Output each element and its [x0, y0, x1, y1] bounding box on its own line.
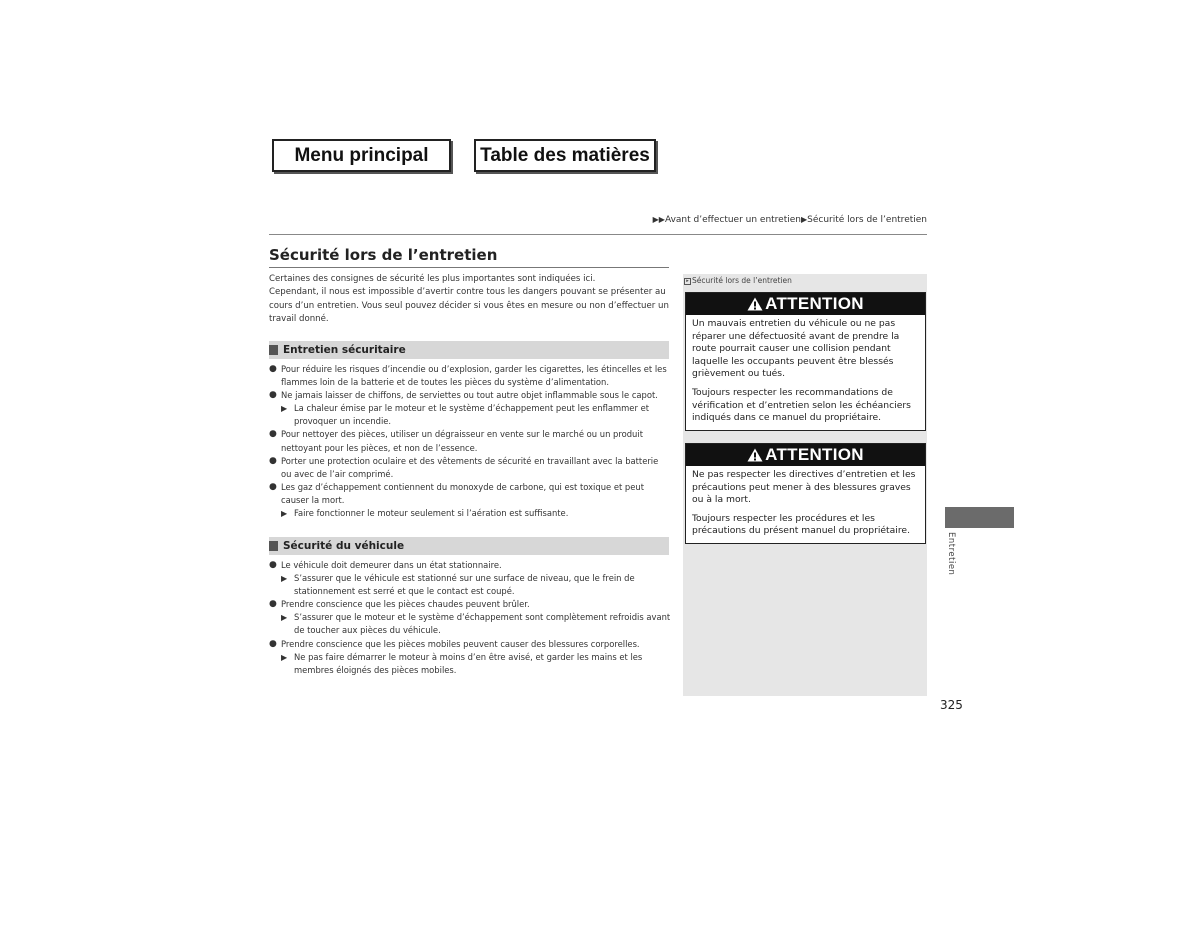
warning-box-2 [685, 443, 926, 544]
bullet-icon: ● [269, 481, 277, 492]
list-item-text: Pour réduire les risques d’incendie ou d’explosion, garder les cigarettes, les étincelles et les flammes loin de la batterie et de toutes les pièces du système d’alimentation. [281, 364, 667, 388]
section-heading-label: Entretien sécuritaire [283, 344, 406, 356]
title-divider [269, 267, 669, 268]
list-sub-item-text: S’assurer que le moteur et le système d’échappement sont complètement refroidis avant de toucher aux pièces du véhicule. [294, 612, 671, 636]
warning-paragraph: Toujours respecter les recommandations de vérification et d’entretien selon les échéanciers indiqués dans ce manuel du propriétaire. [692, 386, 911, 424]
square-bullet-icon [269, 541, 278, 551]
list-item-text: Pour nettoyer des pièces, utiliser un dégraisseur en vente sur le marché ou un produit nettoyant pour les pièces, et non de l’essence. [281, 429, 643, 453]
warning-box-1 [685, 292, 926, 431]
warning-body [686, 466, 925, 543]
warning-header [686, 444, 925, 466]
breadcrumb-arrow-icon: ▶▶ [652, 215, 665, 224]
bullet-icon: ● [269, 364, 277, 374]
header-divider [269, 234, 927, 235]
bullet-icon: ● [269, 560, 277, 570]
intro-paragraph-1: Certaines des consignes de sécurité les plus importantes sont indiquées ici. [269, 274, 596, 284]
list-item [269, 559, 671, 572]
list-sub-item-text: La chaleur émise par le moteur et le système d’échappement peut les enflammer et provoquer un incendie. [294, 403, 650, 427]
list-sub-item [269, 507, 671, 520]
warning-header [686, 293, 925, 315]
intro-paragraph-2: Cependant, il nous est impossible d’avertir contre tous les dangers pouvant se présenter au cours d’un entretien. Vous seul pouvez décider si vous êtes en mesure ou non d’effectuer un travail donné. [269, 287, 669, 324]
triangle-arrow-icon: ▶ [281, 613, 288, 623]
breadcrumb [653, 215, 927, 225]
page-number: 325 [940, 698, 963, 712]
bullet-icon: ● [269, 599, 277, 610]
list-sub-item [269, 572, 671, 598]
list-item [269, 598, 671, 611]
bullet-icon: ● [269, 455, 277, 466]
list-item [269, 481, 671, 507]
section-heading-label: Sécurité du véhicule [283, 540, 405, 552]
bullet-icon: ● [269, 390, 277, 401]
bullet-icon: ● [269, 638, 277, 649]
list-item-text: Le véhicule doit demeurer dans un état stationnaire. [281, 560, 502, 570]
triangle-arrow-icon: ▶ [281, 404, 288, 414]
breadcrumb-item-maintenance[interactable]: Avant d’effectuer un entretien [664, 215, 801, 225]
sidebar-reference-text: Sécurité lors de l’entretien [692, 276, 792, 285]
reference-icon: ▸ [684, 278, 691, 285]
warning-title: ATTENTION [765, 294, 864, 313]
triangle-arrow-icon: ▶ [281, 652, 288, 662]
chapter-tab-marker [945, 507, 1014, 528]
list-item-text: Ne jamais laisser de chiffons, de serviettes ou tout autre objet inflammable sous le capot. [281, 390, 658, 401]
warning-triangle-icon [747, 297, 763, 311]
list-item-text: Porter une protection oculaire et des vêtements de sécurité en travaillant avec la batterie ou avec de l’air comprimé. [281, 455, 659, 479]
list-item [269, 428, 671, 454]
page-title: Sécurité lors de l’entretien [269, 246, 498, 264]
list-item [269, 363, 671, 389]
section-heading-vehicle-safety [269, 537, 669, 555]
square-bullet-icon [269, 345, 278, 355]
sidebar-reference-label [684, 276, 792, 285]
list-sub-item-text: Ne pas faire démarrer le moteur à moins d’en être avisé, et garder les mains et les membres éloignés des pièces mobiles. [294, 651, 643, 675]
breadcrumb-separator-icon: ▶ [801, 215, 808, 224]
list-sub-item-text: S’assurer que le véhicule est stationné sur une surface de niveau, que le frein de stationnement est serré et que le contact est coupé. [294, 573, 635, 597]
intro-text [269, 273, 673, 326]
list-item [269, 389, 671, 402]
safe-maintenance-list [269, 363, 671, 520]
section-heading-safe-maintenance [269, 341, 669, 359]
vehicle-safety-list [269, 559, 671, 677]
list-item [269, 455, 671, 481]
main-menu-button[interactable]: Menu principal [272, 139, 451, 172]
list-item-text: Les gaz d’échappement contiennent du monoxyde de carbone, qui est toxique et peut causer la mort. [281, 481, 644, 505]
warning-triangle-icon [747, 448, 763, 462]
table-of-contents-button[interactable]: Table des matières [474, 139, 656, 172]
breadcrumb-item-current: Sécurité lors de l’entretien [807, 215, 927, 225]
chapter-tab-label: Entretien [946, 532, 956, 576]
warning-paragraph: Un mauvais entretien du véhicule ou ne pas réparer une défectuosité avant de prendre la route pourrait causer une collision pendant laquelle les occupants peuvent être blessés grièvement ou tués. [692, 318, 900, 380]
warning-title: ATTENTION [765, 445, 864, 464]
bullet-icon: ● [269, 429, 277, 440]
list-item-text: Prendre conscience que les pièces mobiles peuvent causer des blessures corporelles. [281, 638, 640, 649]
warning-body [686, 315, 925, 430]
list-sub-item [269, 611, 671, 637]
triangle-arrow-icon: ▶ [281, 574, 288, 584]
list-sub-item-text: Faire fonctionner le moteur seulement si l’aération est suffisante. [294, 508, 569, 519]
warning-paragraph: Ne pas respecter les directives d’entretien et les précautions peut mener à des blessures graves ou à la mort. [692, 469, 916, 506]
list-item-text: Prendre conscience que les pièces chaudes peuvent brûler. [281, 599, 530, 610]
triangle-arrow-icon: ▶ [281, 509, 288, 519]
list-sub-item [269, 651, 671, 677]
list-sub-item [269, 402, 671, 428]
list-item [269, 638, 671, 651]
warning-paragraph: Toujours respecter les procédures et les précautions du présent manuel du propriétaire. [692, 512, 910, 537]
